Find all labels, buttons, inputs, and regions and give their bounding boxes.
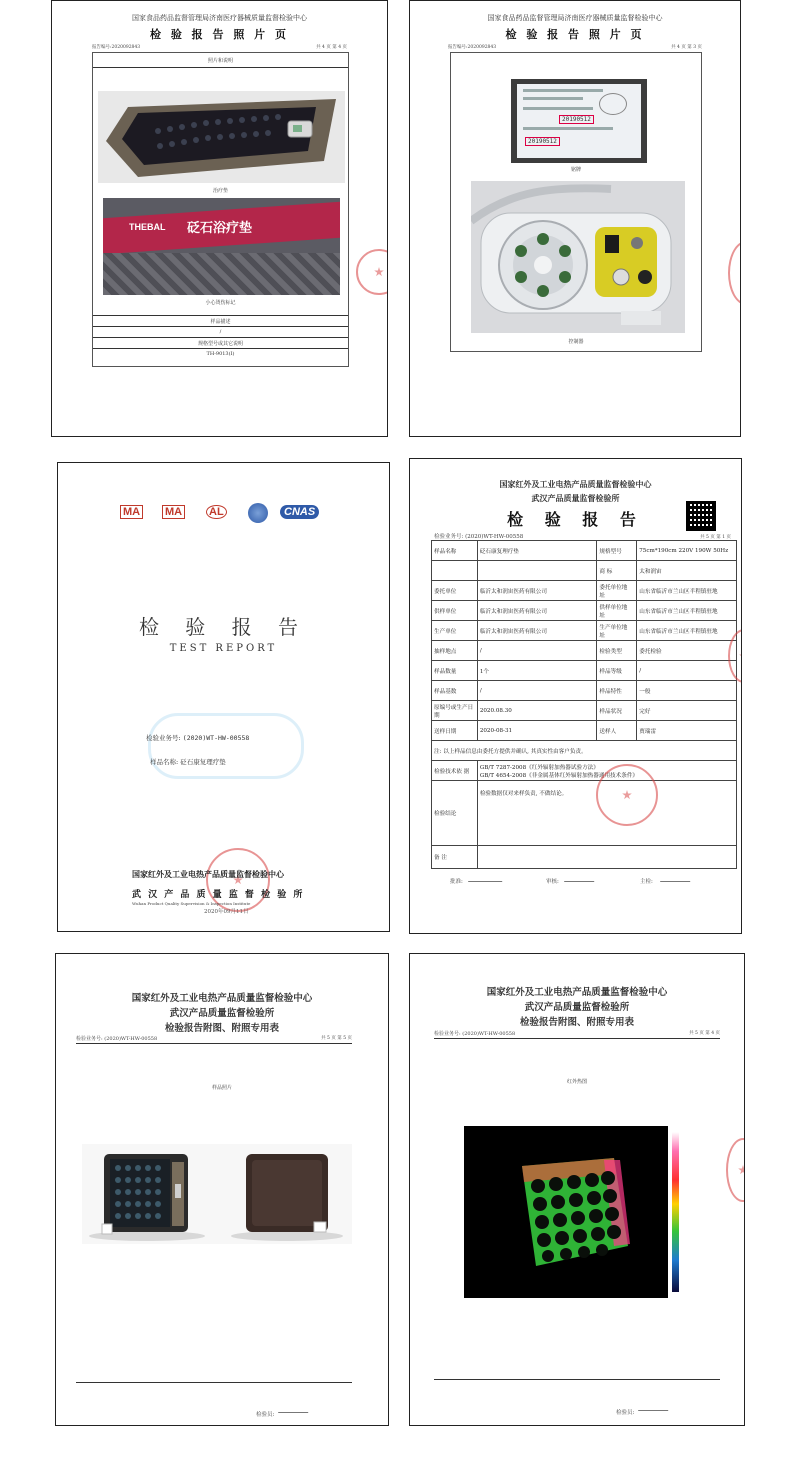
doc6-business-no: 检验业务号: (2020)WT-HW-00558 (434, 1031, 516, 1037)
doc4-approve-signature (468, 871, 506, 882)
doc5-inspector-label: 检验员: (256, 1412, 275, 1418)
table-cell-v2: 75cm*190cm 220V 190W 50Hz (637, 541, 737, 561)
doc5-header-1: 国家红外及工业电热产品质量监督检验中心 (131, 993, 313, 1004)
doc2-caption-controller: 控制器 (568, 339, 584, 345)
table-cell-l1: 样品基数 (432, 681, 478, 701)
cover-org-2: 武 汉 产 品 质 量 监 督 检 验 所 (132, 890, 305, 900)
table-cell-l2: 生产单位地 址 (597, 621, 637, 641)
doc2-report-no: 报告编号:2020092843 (448, 45, 497, 50)
doc2-nameplate-date-1: 20190512 (559, 115, 594, 124)
table-cell-v2: 山东省临沂市兰山区半程镇驻地 (637, 581, 737, 601)
table-row (432, 581, 737, 601)
note-cell: 注: 以上样品信息由委托方提供并确认, 其真实性由客户负责。 (432, 741, 737, 761)
doc1-caption-mat: 治疗垫 (212, 188, 228, 194)
table-cell-v1: 1个 (477, 661, 597, 681)
doc6-caption: 红外热图 (566, 1079, 587, 1085)
doc1-caption-label: 小心烫伤标记 (205, 300, 236, 306)
doc5-inspector-signature (278, 1402, 312, 1413)
basis-label-cell: 检验技术依 据 (432, 761, 478, 781)
doc4-title: 检 验 报 告 (507, 510, 644, 529)
attachment-thermal-page (409, 953, 745, 1426)
table-cell-v2: 一般 (637, 681, 737, 701)
attachment-photo-page (55, 953, 389, 1426)
table-cell-l1: 样品数量 (432, 661, 478, 681)
doc1-product-logo: THEBAL (129, 222, 166, 232)
remark-value-cell (477, 846, 736, 869)
cover-date: 2020年09月11日 (204, 909, 249, 915)
table-cell-l2: 委托单位地 址 (597, 581, 637, 601)
doc2-title: 检 验 报 告 照 片 页 (505, 28, 645, 41)
table-cell-l1: 抽样地点 (432, 641, 478, 661)
doc5-caption: 样品照片 (211, 1085, 232, 1091)
cover-business-no: (2020)WT-HW-00558 (182, 734, 250, 742)
table-row-remark (432, 846, 737, 869)
table-cell-l2: 供样单位地 址 (597, 601, 637, 621)
report-cover (57, 462, 390, 932)
doc4-header-2: 武汉产品质量监督检验所 (531, 493, 620, 503)
doc5-header-3: 检验报告附图、附照专用表 (164, 1023, 279, 1034)
table-row (432, 681, 737, 701)
table-cell-v2: 太和润宙 (637, 561, 737, 581)
doc2-controller-photo (471, 181, 685, 333)
table-row (432, 621, 737, 641)
cover-title-en: TEST REPORT (169, 643, 278, 654)
table-cell-v1: 2020.08.30 (477, 701, 597, 721)
table-cell-v1: 临沂太和润宙医药有限公司 (477, 621, 597, 641)
doc5-business-no: 检验业务号: (2020)WT-HW-00558 (76, 1036, 158, 1042)
doc2-page: 共 4 页 第 3 页 (671, 45, 702, 50)
report-photo-page-1 (51, 0, 388, 437)
doc6-inspector-signature (638, 1400, 672, 1411)
table-cell-l2: 样品状况 (597, 701, 637, 721)
cover-watermark (148, 713, 304, 779)
doc1-section-label: 照片和说明 (207, 58, 233, 64)
cert-logo-ma-2: MA (162, 505, 185, 519)
doc5-header-2: 武汉产品质量监督检验所 (169, 1008, 275, 1019)
table-cell-l2: 送样人 (597, 721, 637, 741)
doc6-inspector-label: 检验员: (616, 1410, 635, 1416)
table-row (432, 701, 737, 721)
table-cell-l1 (432, 561, 478, 581)
doc4-header-1: 国家红外及工业电热产品质量监督检验中心 (499, 479, 652, 489)
table-cell-v2: 山东省临沂市兰山区半程镇驻地 (637, 601, 737, 621)
doc4-review-signature (564, 871, 598, 882)
cover-business-no-label: 检验业务号: (146, 734, 181, 742)
doc2-caption-nameplate: 铭牌 (570, 167, 581, 173)
table-cell-v1: 临沂太和润宙医药有限公司 (477, 581, 597, 601)
conclusion-label-cell: 检验结论 (432, 781, 478, 846)
doc1-product-name: 砭石浴疗垫 (187, 221, 253, 236)
doc4-page: 共 5 页 第 1 页 (700, 535, 731, 540)
table-row (432, 601, 737, 621)
doc4-info-table (431, 540, 737, 869)
table-row-conclusion (432, 781, 737, 846)
cert-logo-al: AL (206, 505, 227, 519)
doc2-nameplate-photo (511, 79, 647, 163)
cover-title-cn: 检 验 报 告 (138, 615, 309, 639)
cert-logo-cnas: CNAS (280, 505, 319, 519)
doc1-sample-desc-value: / (219, 329, 222, 335)
cover-sample-name: 砭石康复理疗垫 (180, 758, 226, 766)
doc2-photo-frame (450, 52, 702, 352)
cover-sample-name-row (150, 757, 226, 766)
table-cell-v1: 2020-08-31 (477, 721, 597, 741)
basis-standard-1: GB/T 7287-2008《红外辐射加热器试验方法》 (479, 764, 599, 771)
table-cell-v1: / (477, 681, 597, 701)
table-cell-v1: 临沂太和润宙医药有限公司 (477, 601, 597, 621)
doc1-header: 国家食品药品监督管理局济南医疗器械质量监督检验中心 (132, 14, 307, 22)
doc6-thermal-image (464, 1126, 686, 1298)
report-photo-page-2 (409, 0, 741, 437)
table-cell-l2: 检验类型 (597, 641, 637, 661)
table-cell-v2: 贾瑞雷 (637, 721, 737, 741)
table-row-note (432, 741, 737, 761)
cover-org-1: 国家红外及工业电热产品质量监督检验中心 (132, 869, 284, 879)
table-row (432, 661, 737, 681)
doc6-header-2: 武汉产品质量监督检验所 (524, 1002, 630, 1013)
remark-label-cell: 备 注 (432, 846, 478, 869)
table-cell-l2: 商 标 (597, 561, 637, 581)
table-cell-v2: 完好 (637, 701, 737, 721)
doc1-page: 共 4 页 第 4 页 (316, 45, 347, 50)
cover-sample-name-label: 样品名称: (150, 758, 179, 766)
test-report-page (409, 458, 742, 934)
cover-business-no-row (146, 733, 249, 742)
cover-org-en: Wuhan Product Quality Supervision & Inspection Institute (132, 901, 251, 906)
table-cell-v2: 山东省临沂市兰山区半程镇驻地 (637, 621, 737, 641)
doc4-approve-label: 批准: (450, 879, 463, 885)
doc2-stamp (728, 241, 741, 305)
doc4-business-no: 检验业务号: (2020)WT-HW-00558 (434, 534, 524, 540)
doc4-stamp (596, 764, 658, 826)
basis-standard-2: GB/T 4654-2008《非金属基体红外辐射加热器通用技术条件》 (479, 772, 639, 779)
table-cell-l2: 样品等级 (597, 661, 637, 681)
doc4-inspect-signature (660, 871, 694, 882)
table-cell-v2: 委托检验 (637, 641, 737, 661)
cert-logo-globe-icon (248, 503, 268, 523)
doc6-header-1: 国家红外及工业电热产品质量监督检验中心 (486, 987, 668, 998)
table-cell-l1: 样品名称 (432, 541, 478, 561)
doc6-page: 共 5 页 第 4 页 (689, 1031, 720, 1036)
table-cell-l1: 生产单位 (432, 621, 478, 641)
conclusion-value-cell: 检验数据仅对来样负责, 不做结论。 (477, 781, 736, 846)
table-cell-v1: / (477, 641, 597, 661)
table-row (432, 641, 737, 661)
table-cell-l2: 规格型号 (597, 541, 637, 561)
table-row (432, 541, 737, 561)
doc1-model-label: 规格型号或其它说明 (197, 341, 243, 347)
table-row (432, 721, 737, 741)
doc1-mat-photo (98, 91, 345, 183)
table-cell-l1: 供样单位 (432, 601, 478, 621)
doc1-stamp (356, 249, 388, 295)
cert-logo-ma-1: MA (120, 505, 143, 519)
doc1-sample-desc-label: 样品描述 (210, 319, 231, 325)
table-cell-v2: / (637, 661, 737, 681)
doc1-title: 检 验 报 告 照 片 页 (150, 28, 289, 41)
doc4-review-label: 审核: (546, 879, 559, 885)
table-cell-v1: 砭石康复理疗垫 (477, 541, 597, 561)
table-row-basis (432, 761, 737, 781)
doc1-model-value: TH-9013(I) (206, 351, 235, 357)
doc5-sample-photo (82, 1144, 352, 1244)
doc2-nameplate-date-2: 20190512 (525, 137, 560, 146)
table-cell-l1: 原编号或生产日期 (432, 701, 478, 721)
doc1-report-no: 报告编号:2020092843 (92, 45, 141, 50)
doc1-photo-frame (92, 52, 349, 367)
qr-code-icon (686, 501, 716, 531)
table-cell-l1: 送样日期 (432, 721, 478, 741)
doc5-page: 共 5 页 第 5 页 (321, 1036, 352, 1041)
doc1-label-photo (103, 198, 340, 295)
cert-logo-row (120, 503, 330, 525)
doc6-header-3: 检验报告附图、附照专用表 (519, 1017, 634, 1028)
table-cell-v1 (477, 561, 597, 581)
table-row (432, 561, 737, 581)
doc4-inspect-label: 主检: (640, 879, 653, 885)
doc2-header: 国家食品药品监督管理局济南医疗器械质量监督检验中心 (487, 14, 663, 22)
table-cell-l2: 样品特性 (597, 681, 637, 701)
doc6-edge-stamp (726, 1138, 745, 1202)
table-cell-l1: 委托单位 (432, 581, 478, 601)
